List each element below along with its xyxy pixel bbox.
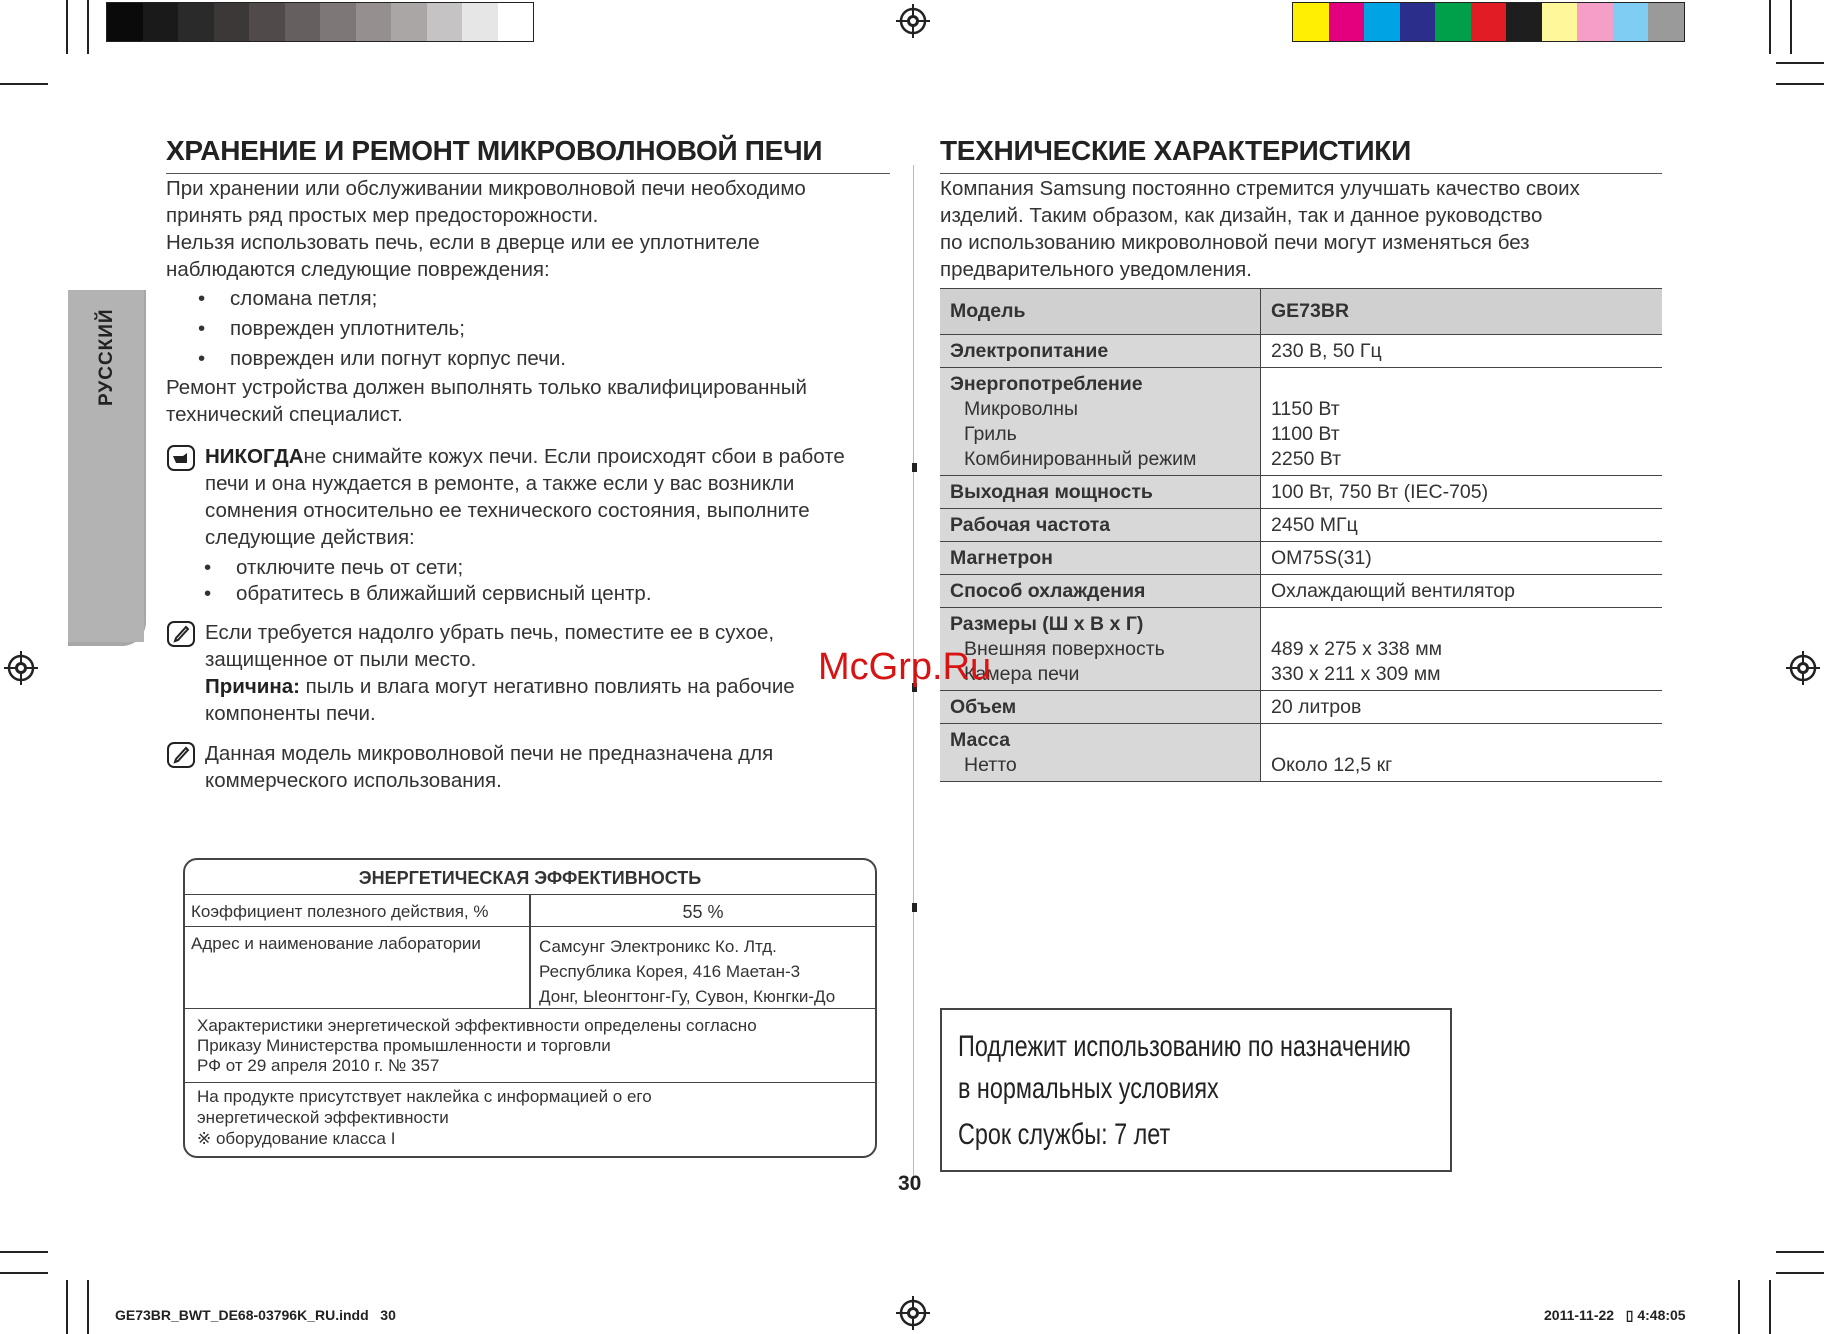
header-cell: Модель — [940, 289, 1261, 335]
reason-label: Причина: — [205, 675, 300, 698]
color-swatch — [462, 3, 498, 41]
spec-value: 230 В, 50 Гц — [1261, 335, 1663, 368]
color-swatch — [1542, 3, 1578, 41]
storage-repair-title: ХРАНЕНИЕ И РЕМОНТ МИКРОВОЛНОВОЙ ПЕЧИ — [166, 135, 890, 174]
spec-subkey: Гриль — [964, 423, 1017, 445]
color-swatch — [1293, 3, 1329, 41]
lab-label: Адрес и наименование лаборатории — [191, 934, 481, 953]
page-number: 30 — [898, 1172, 922, 1195]
spec-subkey: Камера печи — [964, 663, 1080, 685]
never-actions-list — [200, 555, 652, 607]
color-swatch — [1613, 3, 1649, 41]
spec-value: Охлаждающий вентилятор — [1261, 575, 1663, 608]
list-item: • отключите печь от сети; — [200, 555, 652, 581]
hand-point-icon — [167, 445, 195, 471]
specifications-intro: Компания Samsung постоянно стремится улучшать качество своих изделий. Таким образом, как дизайн, так и данное руководство по использованию микроволновой печи могут изменяться без предварительного уведомления. — [940, 177, 1580, 281]
slug-timestamp: 2011-11-22 ▯ 4:48:05 — [1544, 1307, 1686, 1323]
registration-mark-icon — [896, 4, 930, 38]
energy-title: ЭНЕРГЕТИЧЕСКАЯ ЭФФЕКТИВНОСТЬ — [358, 868, 702, 888]
header-cell: GE73BR — [1261, 289, 1663, 335]
table-row — [940, 368, 1662, 476]
regulation-text: Характеристики энергетической эффективности определены согласно Приказу Министерства промышленности и торговли РФ от 29 апреля 2010 г. № 357 — [197, 1016, 757, 1075]
table-row — [940, 724, 1662, 782]
color-swatch — [498, 3, 534, 41]
table-row — [940, 575, 1662, 608]
table-header-row — [940, 289, 1662, 335]
process-color-bar — [1292, 2, 1685, 42]
registration-mark-icon — [1786, 651, 1820, 685]
table-row — [940, 691, 1662, 724]
color-swatch — [1400, 3, 1436, 41]
color-swatch — [427, 3, 463, 41]
spec-subkey: Нетто — [964, 754, 1017, 776]
spec-key: Рабочая частота — [940, 509, 1261, 542]
color-swatch — [214, 3, 250, 41]
lab-value: Самсунг Электроникс Ко. Лтд. Республика Корея, 416 Маетан-3 Донг, Ыеонгтонг-Гу, Сувон, Кюнгки-До — [539, 937, 836, 1006]
spec-key: Электропитание — [940, 335, 1261, 368]
fold-mark — [912, 463, 917, 472]
spec-key: Магнетрон — [940, 542, 1261, 575]
list-item: • обратитесь в ближайший сервисный центр. — [200, 581, 652, 607]
spec-subkey: Внешняя поверхность — [964, 638, 1165, 660]
efficiency-value: 55 % — [682, 902, 724, 922]
color-swatch — [107, 3, 143, 41]
sticker-text: На продукте присутствует наклейка с информацией о его энергетической эффективности ※ оборудование класса I — [197, 1087, 652, 1148]
storage-tip: Если требуется надолго убрать печь, поместите ее в сухое, защищенное от пыли место. Причина: пыль и влага могут негативно повлиять на рабочие компоненты печи. — [205, 619, 895, 727]
note-pencil-icon — [167, 621, 195, 647]
language-tab-label: РУССКИЙ — [96, 308, 117, 406]
color-swatch — [249, 3, 285, 41]
spec-key: Энергопотребление Микроволны Гриль Комбинированный режим — [940, 368, 1261, 476]
never-warning: НИКОГДАне снимайте кожух печи. Если происходят сбои в работе печи и она нуждается в ремонте, а также если у вас возникли сомнения относительно ее технического состояния, выполните следующие действия: — [205, 443, 895, 551]
color-swatch — [143, 3, 179, 41]
spec-value: 20 литров — [1261, 691, 1663, 724]
commercial-use-note: Данная модель микроволновой печи не предназначена для коммерческого использования. — [205, 740, 895, 794]
registration-mark-icon — [4, 651, 38, 685]
spec-key: Объем — [940, 691, 1261, 724]
specifications-title: ТЕХНИЧЕСКИЕ ХАРАКТЕРИСТИКИ — [940, 135, 1662, 174]
damage-list — [194, 284, 566, 374]
spec-subkey: Микроволны — [964, 398, 1079, 420]
spec-subkey: Комбинированный режим — [964, 448, 1197, 470]
color-swatch — [178, 3, 214, 41]
slug-filename: GE73BR_BWT_DE68-03796K_RU.indd 30 — [115, 1307, 396, 1323]
color-swatch — [1577, 3, 1613, 41]
color-swatch — [285, 3, 321, 41]
color-swatch — [1435, 3, 1471, 41]
watermark: McGrp.Ru — [818, 646, 992, 688]
grayscale-color-bar — [106, 2, 534, 42]
spec-value: 2450 МГц — [1261, 509, 1663, 542]
spec-key: Размеры (Ш х В х Г) Внешняя поверхность Камера печи — [940, 608, 1261, 691]
color-swatch — [320, 3, 356, 41]
registration-mark-icon — [896, 1296, 930, 1330]
specifications-table — [940, 288, 1662, 782]
note-pencil-icon — [167, 742, 195, 768]
list-item: • поврежден уплотнитель; — [194, 314, 566, 344]
spec-value: 100 Вт, 750 Вт (IEC-705) — [1261, 476, 1663, 509]
color-swatch — [391, 3, 427, 41]
spec-value: Около 12,5 кг — [1261, 724, 1663, 782]
spec-key: Способ охлаждения — [940, 575, 1261, 608]
spec-value: 1150 Вт 1100 Вт 2250 Вт — [1261, 368, 1663, 476]
efficiency-label: Коэффициент полезного действия, % — [191, 902, 489, 921]
table-row — [940, 335, 1662, 368]
table-row — [940, 509, 1662, 542]
color-swatch — [1364, 3, 1400, 41]
table-row — [940, 476, 1662, 509]
list-item: • поврежден или погнут корпус печи. — [194, 344, 566, 374]
list-item: • сломана петля; — [194, 284, 566, 314]
table-row — [940, 542, 1662, 575]
color-swatch — [356, 3, 392, 41]
spec-value: OM75S(31) — [1261, 542, 1663, 575]
table-row — [940, 608, 1662, 691]
usage-notice-box: Подлежит использованию по назначению в нормальных условиях Срок службы: 7 лет — [940, 1008, 1452, 1172]
color-swatch — [1648, 3, 1684, 41]
color-swatch — [1329, 3, 1365, 41]
never-keyword: НИКОГДА — [205, 445, 304, 468]
storage-intro: При хранении или обслуживании микроволновой печи необходимо принять ряд простых мер предосторожности. Нельзя использовать печь, если в дверце или ее уплотнителе наблюдаются следующие повреждения: — [166, 177, 806, 281]
color-swatch — [1506, 3, 1542, 41]
spec-value: 489 x 275 x 338 мм 330 x 211 x 309 мм — [1261, 608, 1663, 691]
energy-efficiency-box — [183, 858, 877, 1158]
spec-key: Масса Нетто — [940, 724, 1261, 782]
color-swatch — [1471, 3, 1507, 41]
spec-key: Выходная мощность — [940, 476, 1261, 509]
fold-mark — [912, 903, 917, 912]
repair-note: Ремонт устройства должен выполнять только квалифицированный технический специалист. — [166, 376, 807, 426]
